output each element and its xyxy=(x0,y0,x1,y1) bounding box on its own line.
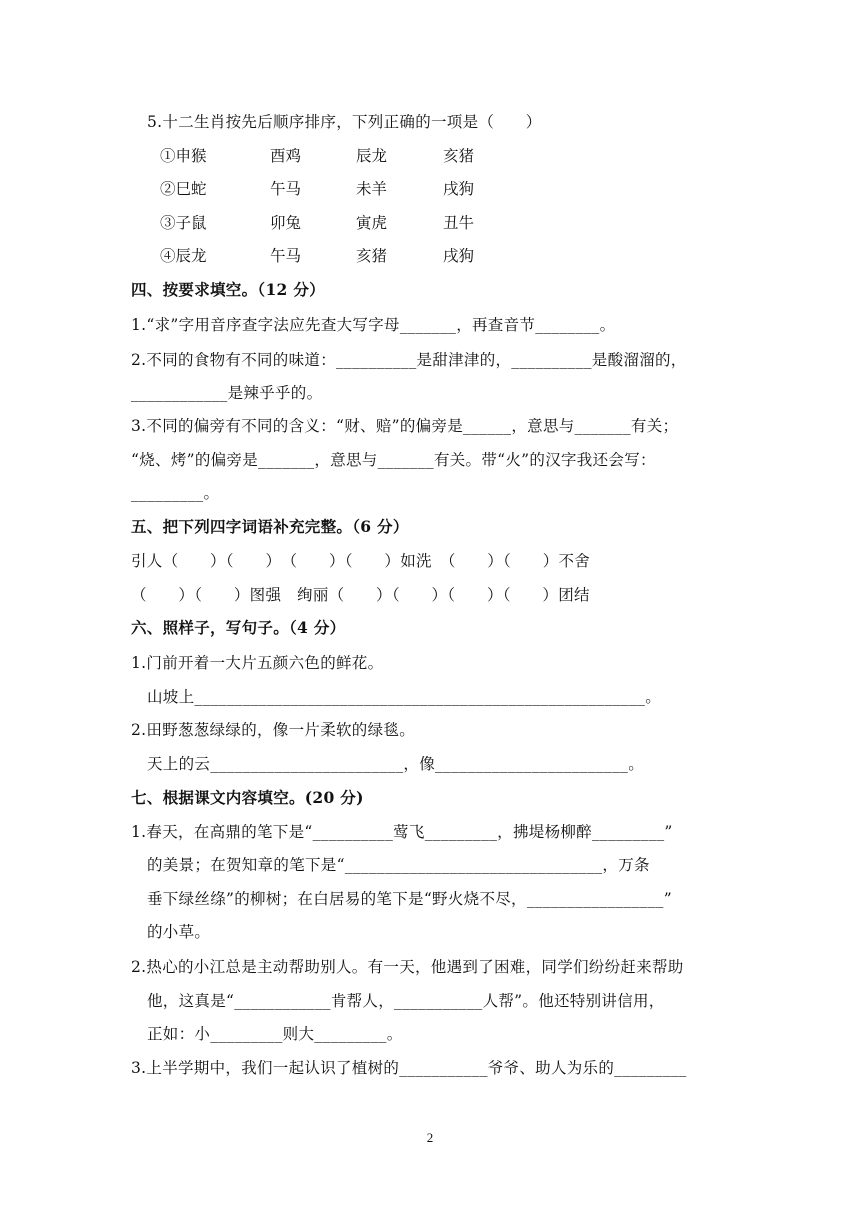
section-6-line-2: 山坡上________________________________________________________。 xyxy=(147,688,661,706)
section-5-line-2: （ ）（ ）图强 绚丽（ ）（ ）（ ）（ ）团结 xyxy=(131,586,590,604)
option-1-d: 亥猪 xyxy=(443,147,475,165)
section-7-line-7: 正如：小_________则大_________。 xyxy=(147,1025,403,1043)
section-6-line-1: 1.门前开着一大片五颜六色的鲜花。 xyxy=(131,654,384,672)
section-7-line-8: 3.上半学期中，我们一起认识了植树的___________爷爷、助人为乐的_________ xyxy=(131,1059,687,1077)
section-7-line-5: 2.热心的小江总是主动帮助别人。有一天，他遇到了困难，同学们纷纷赶来帮助 xyxy=(131,958,684,976)
page-number: 2 xyxy=(426,1130,434,1145)
option-4-a: ④辰龙 xyxy=(160,247,207,265)
section-5-line-1: 引人（ ）（ ） （ ）（ ）如洗 （ ）（ ）不舍 xyxy=(131,552,591,570)
section-7-line-1: 1.春天，在高鼎的笔下是“__________莺飞_________，拂堤杨柳醉_________” xyxy=(131,823,673,841)
option-1-c: 辰龙 xyxy=(356,147,388,165)
section-4-line-1: 1.“求”字用音序查字法应先查大写字母_______，再查音节________。 xyxy=(131,316,616,334)
section-4-line-4: 3.不同的偏旁有不同的含义：“财、赔”的偏旁是______，意思与_______有关； xyxy=(131,417,679,435)
section-7-line-2: 的美景；在贺知章的笔下是“________________________________，万条 xyxy=(147,856,650,874)
option-3-b: 卯兔 xyxy=(270,214,302,232)
option-4-d: 戌狗 xyxy=(443,247,475,265)
option-2-b: 午马 xyxy=(270,180,302,198)
option-3-a: ③子鼠 xyxy=(160,214,207,232)
option-4-c: 亥猪 xyxy=(356,247,388,265)
option-1-a: ①申猴 xyxy=(160,147,207,165)
section-4-line-3: ____________是辣乎乎的。 xyxy=(131,384,323,402)
section-7-line-4: 的小草。 xyxy=(147,923,211,941)
question-5-stem: 5.十二生肖按先后顺序排序，下列正确的一项是（ ） xyxy=(147,113,542,131)
section-7-title: 七、根据课文内容填空。(20 分) xyxy=(131,788,364,807)
option-2-a: ②巳蛇 xyxy=(160,180,207,198)
section-4-line-6: _________。 xyxy=(131,484,220,502)
section-7-line-3: 垂下绿丝绦”的柳树；在白居易的笔下是“野火烧不尽，_________________” xyxy=(147,890,672,908)
option-2-d: 戌狗 xyxy=(443,180,475,198)
option-1-b: 酉鸡 xyxy=(270,147,302,165)
option-3-d: 丑牛 xyxy=(443,214,475,232)
section-7-line-6: 他，这真是“____________肯帮人，___________人帮”。他还特别讲信用， xyxy=(147,992,665,1010)
section-6-title: 六、照样子，写句子。（4 分） xyxy=(131,618,346,637)
option-3-c: 寅虎 xyxy=(356,214,388,232)
option-4-b: 午马 xyxy=(270,247,302,265)
section-4-title: 四、按要求填空。（12 分） xyxy=(131,280,325,299)
option-2-c: 未羊 xyxy=(356,180,388,198)
section-4-line-5: “烧、烤”的偏旁是_______，意思与_______有关。带“火”的汉字我还会写： xyxy=(131,451,656,469)
section-4-line-2: 2.不同的食物有不同的味道：__________是甜津津的，__________是酸溜溜的， xyxy=(131,351,687,369)
section-6-line-3: 2.田野葱葱绿绿的，像一片柔软的绿毯。 xyxy=(131,721,415,739)
section-5-title: 五、把下列四字词语补充完整。（6 分） xyxy=(131,517,409,536)
section-6-line-4: 天上的云________________________，像________________________。 xyxy=(147,755,644,773)
